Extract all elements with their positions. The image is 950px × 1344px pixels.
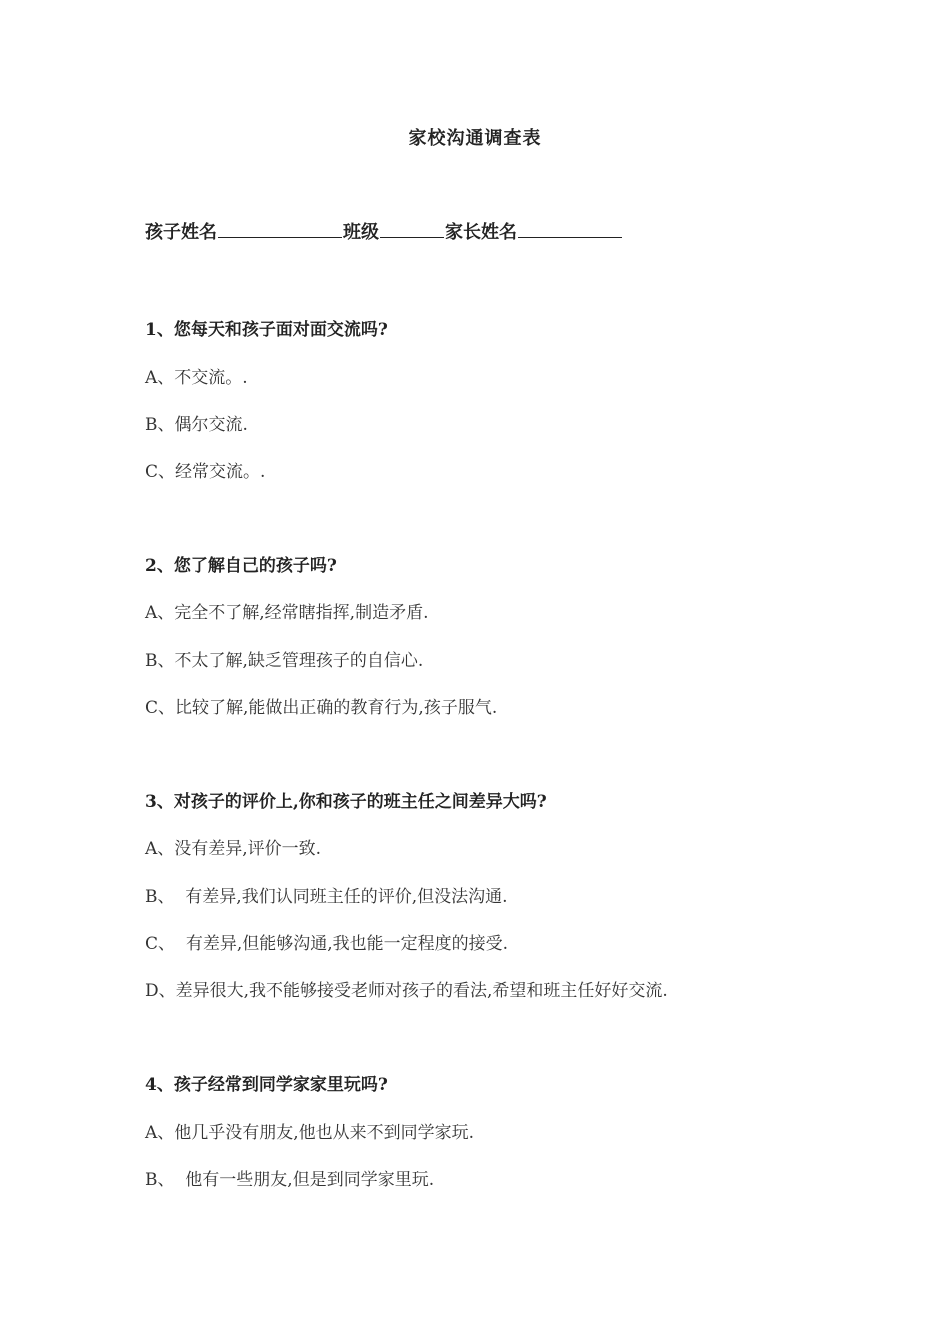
question-2: 2、您了解自己的孩子吗? (145, 556, 337, 576)
question-3-option-c: C、 有差异,但能够沟通,我也能一定程度的接受. (145, 934, 509, 954)
question-3-option-d: D、差异很大,我不能够接受老师对孩子的看法,希望和班主任好好交流. (145, 981, 668, 1001)
question-4-option-a: A、他几乎没有朋友,他也从来不到同学家玩. (145, 1123, 475, 1143)
parent-name-label: 家长姓名 (445, 222, 517, 243)
info-line (145, 218, 623, 244)
question-4: 4、孩子经常到同学家家里玩吗? (145, 1075, 388, 1095)
question-2-option-a: A、完全不了解,经常瞎指挥,制造矛盾. (145, 603, 429, 623)
question-1-option-c: C、经常交流。. (145, 462, 266, 482)
question-1: 1、您每天和孩子面对面交流吗? (145, 320, 388, 340)
child-name-blank[interactable] (218, 219, 342, 238)
question-2-option-b: B、不太了解,缺乏管理孩子的自信心. (145, 651, 424, 671)
class-label: 班级 (343, 222, 379, 243)
question-1-option-b: B、偶尔交流. (145, 415, 248, 435)
child-name-label: 孩子姓名 (145, 222, 217, 243)
parent-name-blank[interactable] (518, 219, 622, 238)
question-4-option-b: B、 他有一些朋友,但是到同学家里玩. (145, 1170, 435, 1190)
question-3: 3、对孩子的评价上,你和孩子的班主任之间差异大吗? (145, 792, 547, 812)
question-3-option-b: B、 有差异,我们认同班主任的评价,但没法沟通. (145, 887, 508, 907)
class-blank[interactable] (380, 219, 444, 238)
page-title: 家校沟通调查表 (408, 128, 542, 149)
question-1-option-a: A、不交流。. (145, 368, 248, 388)
question-2-option-c: C、比较了解,能做出正确的教育行为,孩子服气. (145, 698, 498, 718)
question-3-option-a: A、没有差异,评价一致. (145, 839, 322, 859)
